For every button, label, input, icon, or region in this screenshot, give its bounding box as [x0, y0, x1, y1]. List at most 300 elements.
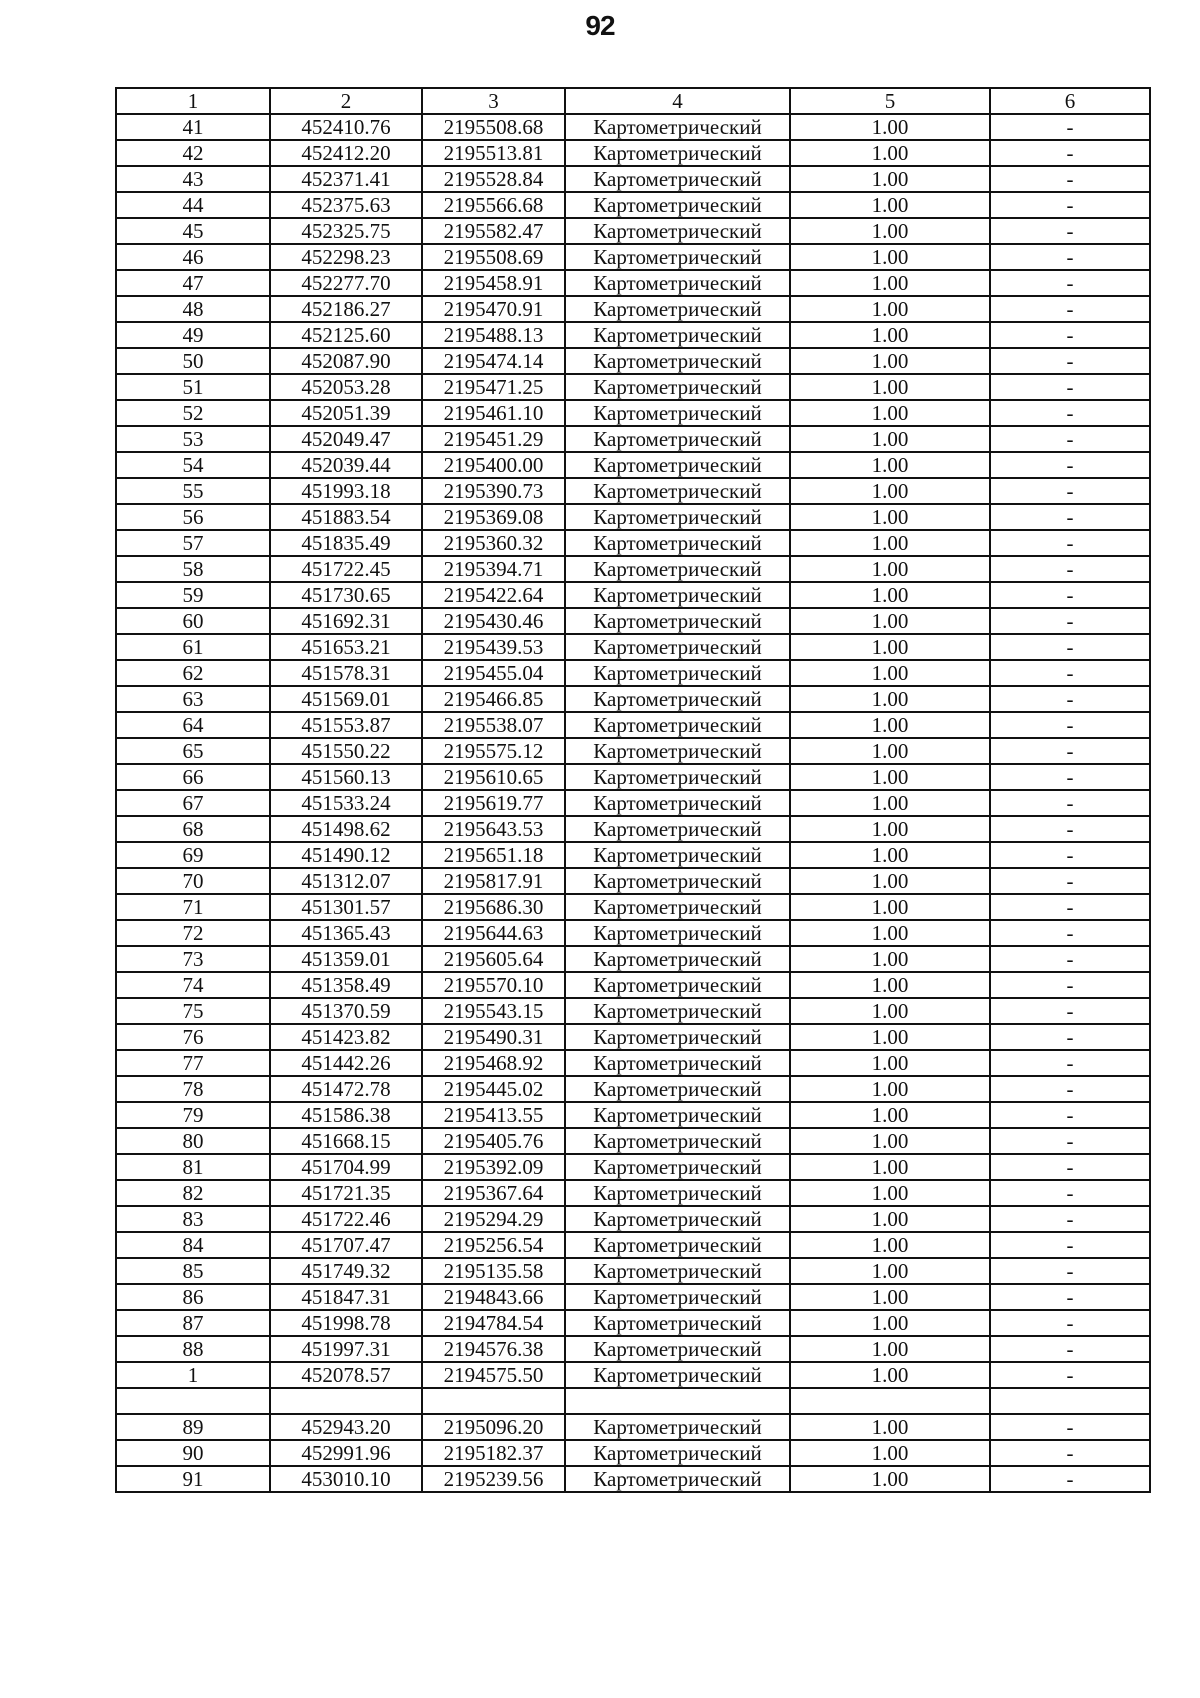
note-cell: - [990, 1414, 1150, 1440]
point-number-cell: 90 [116, 1440, 270, 1466]
accuracy-cell: 1.00 [790, 764, 990, 790]
table-row [116, 504, 1150, 530]
note-cell: - [990, 790, 1150, 816]
note-cell: - [990, 218, 1150, 244]
y-coordinate-cell: 2195543.15 [422, 998, 565, 1024]
point-number-cell: 58 [116, 556, 270, 582]
point-number-cell: 56 [116, 504, 270, 530]
point-number-cell: 76 [116, 1024, 270, 1050]
column-header-3: 3 [422, 88, 565, 114]
table-header-row [116, 88, 1150, 114]
y-coordinate-cell: 2195468.92 [422, 1050, 565, 1076]
x-coordinate-cell: 451707.47 [270, 1232, 422, 1258]
accuracy-cell: 1.00 [790, 1414, 990, 1440]
x-coordinate-cell: 452371.41 [270, 166, 422, 192]
method-cell: Картометрический [565, 374, 790, 400]
y-coordinate-cell: 2195096.20 [422, 1414, 565, 1440]
table-row [116, 1284, 1150, 1310]
y-coordinate-cell: 2195466.85 [422, 686, 565, 712]
y-coordinate-cell: 2195390.73 [422, 478, 565, 504]
accuracy-cell: 1.00 [790, 1206, 990, 1232]
table-row [116, 556, 1150, 582]
note-cell: - [990, 140, 1150, 166]
accuracy-cell: 1.00 [790, 686, 990, 712]
accuracy-cell: 1.00 [790, 1232, 990, 1258]
note-cell: - [990, 1102, 1150, 1128]
y-coordinate-cell: 2195135.58 [422, 1258, 565, 1284]
point-number-cell: 46 [116, 244, 270, 270]
method-cell: Картометрический [565, 738, 790, 764]
x-coordinate-cell: 451749.32 [270, 1258, 422, 1284]
y-coordinate-cell: 2195508.68 [422, 114, 565, 140]
y-coordinate-cell: 2195294.29 [422, 1206, 565, 1232]
point-number-cell: 75 [116, 998, 270, 1024]
note-cell: - [990, 244, 1150, 270]
note-cell: - [990, 972, 1150, 998]
point-number-cell: 62 [116, 660, 270, 686]
point-number-cell: 55 [116, 478, 270, 504]
accuracy-cell: 1.00 [790, 1076, 990, 1102]
note-cell: - [990, 868, 1150, 894]
method-cell: Картометрический [565, 686, 790, 712]
point-number-cell: 47 [116, 270, 270, 296]
table-row [116, 1414, 1150, 1440]
x-coordinate-cell: 451550.22 [270, 738, 422, 764]
note-cell: - [990, 1206, 1150, 1232]
note-cell: - [990, 1258, 1150, 1284]
note-cell: - [990, 1050, 1150, 1076]
method-cell: Картометрический [565, 582, 790, 608]
point-number-cell: 57 [116, 530, 270, 556]
table-row [116, 842, 1150, 868]
y-coordinate-cell: 2195430.46 [422, 608, 565, 634]
accuracy-cell: 1.00 [790, 660, 990, 686]
accuracy-cell: 1.00 [790, 1284, 990, 1310]
y-coordinate-cell: 2195605.64 [422, 946, 565, 972]
accuracy-cell: 1.00 [790, 1180, 990, 1206]
point-number-cell: 49 [116, 322, 270, 348]
x-coordinate-cell: 452053.28 [270, 374, 422, 400]
method-cell: Картометрический [565, 972, 790, 998]
x-coordinate-cell: 451490.12 [270, 842, 422, 868]
x-coordinate-cell: 451312.07 [270, 868, 422, 894]
method-cell: Картометрический [565, 400, 790, 426]
x-coordinate-cell: 452277.70 [270, 270, 422, 296]
accuracy-cell: 1.00 [790, 1128, 990, 1154]
point-number-cell: 85 [116, 1258, 270, 1284]
accuracy-cell: 1.00 [790, 374, 990, 400]
note-cell: - [990, 1180, 1150, 1206]
point-number-cell: 89 [116, 1414, 270, 1440]
point-number-cell: 54 [116, 452, 270, 478]
y-coordinate-cell: 2195451.29 [422, 426, 565, 452]
column-header-4: 4 [565, 88, 790, 114]
point-number-cell: 41 [116, 114, 270, 140]
y-coordinate-cell: 2195422.64 [422, 582, 565, 608]
accuracy-cell: 1.00 [790, 530, 990, 556]
note-cell: - [990, 322, 1150, 348]
table-row [116, 244, 1150, 270]
point-number-cell: 60 [116, 608, 270, 634]
table-row [116, 1128, 1150, 1154]
accuracy-cell: 1.00 [790, 322, 990, 348]
method-cell: Картометрический [565, 1050, 790, 1076]
note-cell: - [990, 608, 1150, 634]
table-row [116, 712, 1150, 738]
column-header-2: 2 [270, 88, 422, 114]
method-cell: Картометрический [565, 530, 790, 556]
y-coordinate-cell: 2194575.50 [422, 1362, 565, 1388]
note-cell: - [990, 634, 1150, 660]
point-number-cell: 74 [116, 972, 270, 998]
x-coordinate-cell: 451704.99 [270, 1154, 422, 1180]
y-coordinate-cell: 2195528.84 [422, 166, 565, 192]
y-coordinate-cell: 2195256.54 [422, 1232, 565, 1258]
point-number-cell: 45 [116, 218, 270, 244]
method-cell [565, 1388, 790, 1414]
accuracy-cell: 1.00 [790, 634, 990, 660]
y-coordinate-cell: 2195439.53 [422, 634, 565, 660]
table-row [116, 660, 1150, 686]
table-row [116, 998, 1150, 1024]
x-coordinate-cell: 451730.65 [270, 582, 422, 608]
note-cell: - [990, 1440, 1150, 1466]
table-row [116, 1154, 1150, 1180]
note-cell: - [990, 504, 1150, 530]
y-coordinate-cell: 2195508.69 [422, 244, 565, 270]
point-number-cell: 65 [116, 738, 270, 764]
y-coordinate-cell: 2195182.37 [422, 1440, 565, 1466]
note-cell: - [990, 400, 1150, 426]
table-row [116, 634, 1150, 660]
method-cell: Картометрический [565, 1362, 790, 1388]
point-number-cell: 43 [116, 166, 270, 192]
method-cell: Картометрический [565, 1024, 790, 1050]
method-cell: Картометрический [565, 1206, 790, 1232]
x-coordinate-cell: 451359.01 [270, 946, 422, 972]
note-cell: - [990, 1024, 1150, 1050]
accuracy-cell: 1.00 [790, 1024, 990, 1050]
method-cell: Картометрический [565, 322, 790, 348]
point-number-cell: 63 [116, 686, 270, 712]
y-coordinate-cell: 2195651.18 [422, 842, 565, 868]
y-coordinate-cell: 2195488.13 [422, 322, 565, 348]
y-coordinate-cell: 2195619.77 [422, 790, 565, 816]
method-cell: Картометрический [565, 1310, 790, 1336]
table-row [116, 1440, 1150, 1466]
x-coordinate-cell: 451883.54 [270, 504, 422, 530]
note-cell: - [990, 660, 1150, 686]
accuracy-cell: 1.00 [790, 452, 990, 478]
y-coordinate-cell: 2194784.54 [422, 1310, 565, 1336]
x-coordinate-cell: 451993.18 [270, 478, 422, 504]
method-cell: Картометрический [565, 1414, 790, 1440]
y-coordinate-cell: 2195474.14 [422, 348, 565, 374]
point-number-cell: 80 [116, 1128, 270, 1154]
accuracy-cell: 1.00 [790, 1466, 990, 1492]
point-number-cell: 42 [116, 140, 270, 166]
table-row [116, 218, 1150, 244]
method-cell: Картометрический [565, 634, 790, 660]
method-cell: Картометрический [565, 660, 790, 686]
accuracy-cell: 1.00 [790, 166, 990, 192]
point-number-cell: 51 [116, 374, 270, 400]
x-coordinate-cell: 452943.20 [270, 1414, 422, 1440]
point-number-cell: 44 [116, 192, 270, 218]
table-row [116, 1466, 1150, 1492]
accuracy-cell: 1.00 [790, 738, 990, 764]
accuracy-cell: 1.00 [790, 1102, 990, 1128]
point-number-cell: 91 [116, 1466, 270, 1492]
point-number-cell: 84 [116, 1232, 270, 1258]
table-row [116, 764, 1150, 790]
note-cell: - [990, 530, 1150, 556]
accuracy-cell: 1.00 [790, 712, 990, 738]
method-cell: Картометрический [565, 452, 790, 478]
x-coordinate-cell: 452186.27 [270, 296, 422, 322]
x-coordinate-cell: 451847.31 [270, 1284, 422, 1310]
x-coordinate-cell: 451578.31 [270, 660, 422, 686]
y-coordinate-cell: 2195455.04 [422, 660, 565, 686]
note-cell: - [990, 192, 1150, 218]
accuracy-cell: 1.00 [790, 868, 990, 894]
table-row [116, 920, 1150, 946]
note-cell: - [990, 114, 1150, 140]
note-cell: - [990, 296, 1150, 322]
accuracy-cell: 1.00 [790, 1362, 990, 1388]
accuracy-cell: 1.00 [790, 1258, 990, 1284]
y-coordinate-cell: 2195644.63 [422, 920, 565, 946]
note-cell: - [990, 1232, 1150, 1258]
note-cell: - [990, 426, 1150, 452]
table-row [116, 1232, 1150, 1258]
point-number-cell: 79 [116, 1102, 270, 1128]
y-coordinate-cell: 2195582.47 [422, 218, 565, 244]
y-coordinate-cell: 2195643.53 [422, 816, 565, 842]
x-coordinate-cell: 451692.31 [270, 608, 422, 634]
note-cell: - [990, 582, 1150, 608]
y-coordinate-cell: 2195471.25 [422, 374, 565, 400]
note-cell: - [990, 816, 1150, 842]
note-cell: - [990, 1310, 1150, 1336]
y-coordinate-cell: 2195470.91 [422, 296, 565, 322]
accuracy-cell: 1.00 [790, 816, 990, 842]
accuracy-cell: 1.00 [790, 218, 990, 244]
y-coordinate-cell: 2195360.32 [422, 530, 565, 556]
accuracy-cell: 1.00 [790, 400, 990, 426]
x-coordinate-cell: 452298.23 [270, 244, 422, 270]
x-coordinate-cell: 451560.13 [270, 764, 422, 790]
column-header-5: 5 [790, 88, 990, 114]
table-row [116, 1310, 1150, 1336]
note-cell: - [990, 452, 1150, 478]
note-cell: - [990, 1076, 1150, 1102]
table-row [116, 816, 1150, 842]
x-coordinate-cell: 451998.78 [270, 1310, 422, 1336]
x-coordinate-cell: 452125.60 [270, 322, 422, 348]
table-row [116, 790, 1150, 816]
point-number-cell: 68 [116, 816, 270, 842]
y-coordinate-cell: 2195686.30 [422, 894, 565, 920]
x-coordinate-cell: 452991.96 [270, 1440, 422, 1466]
accuracy-cell: 1.00 [790, 114, 990, 140]
y-coordinate-cell: 2195458.91 [422, 270, 565, 296]
table-row [116, 1206, 1150, 1232]
note-cell: - [990, 556, 1150, 582]
point-number-cell: 86 [116, 1284, 270, 1310]
x-coordinate-cell: 452049.47 [270, 426, 422, 452]
point-number-cell: 69 [116, 842, 270, 868]
method-cell: Картометрический [565, 218, 790, 244]
method-cell: Картометрический [565, 1180, 790, 1206]
method-cell: Картометрический [565, 270, 790, 296]
x-coordinate-cell: 451498.62 [270, 816, 422, 842]
point-number-cell: 50 [116, 348, 270, 374]
method-cell: Картометрический [565, 1128, 790, 1154]
x-coordinate-cell: 451472.78 [270, 1076, 422, 1102]
note-cell: - [990, 712, 1150, 738]
y-coordinate-cell: 2195405.76 [422, 1128, 565, 1154]
note-cell: - [990, 842, 1150, 868]
x-coordinate-cell: 451722.46 [270, 1206, 422, 1232]
coordinates-table [115, 87, 1151, 1493]
note-cell: - [990, 764, 1150, 790]
point-number-cell: 64 [116, 712, 270, 738]
note-cell: - [990, 166, 1150, 192]
x-coordinate-cell: 452412.20 [270, 140, 422, 166]
note-cell: - [990, 1336, 1150, 1362]
point-number-cell: 81 [116, 1154, 270, 1180]
x-coordinate-cell: 451423.82 [270, 1024, 422, 1050]
point-number-cell: 70 [116, 868, 270, 894]
point-number-cell: 88 [116, 1336, 270, 1362]
note-cell: - [990, 920, 1150, 946]
note-cell: - [990, 1128, 1150, 1154]
point-number-cell: 78 [116, 1076, 270, 1102]
method-cell: Картометрический [565, 1440, 790, 1466]
x-coordinate-cell: 451301.57 [270, 894, 422, 920]
point-number-cell [116, 1388, 270, 1414]
method-cell: Картометрический [565, 764, 790, 790]
x-coordinate-cell: 451358.49 [270, 972, 422, 998]
method-cell: Картометрический [565, 114, 790, 140]
table-row [116, 478, 1150, 504]
x-coordinate-cell: 451586.38 [270, 1102, 422, 1128]
table-row [116, 426, 1150, 452]
y-coordinate-cell: 2195513.81 [422, 140, 565, 166]
x-coordinate-cell: 451553.87 [270, 712, 422, 738]
y-coordinate-cell: 2195461.10 [422, 400, 565, 426]
method-cell: Картометрический [565, 1336, 790, 1362]
accuracy-cell: 1.00 [790, 244, 990, 270]
method-cell: Картометрический [565, 166, 790, 192]
method-cell: Картометрический [565, 556, 790, 582]
accuracy-cell: 1.00 [790, 270, 990, 296]
method-cell: Картометрический [565, 426, 790, 452]
method-cell: Картометрический [565, 1466, 790, 1492]
table-row [116, 582, 1150, 608]
note-cell: - [990, 1362, 1150, 1388]
table-row [116, 1258, 1150, 1284]
table-row [116, 322, 1150, 348]
table-row [116, 738, 1150, 764]
y-coordinate-cell: 2195392.09 [422, 1154, 565, 1180]
table-row [116, 166, 1150, 192]
table-row [116, 894, 1150, 920]
y-coordinate-cell: 2195817.91 [422, 868, 565, 894]
table-row [116, 452, 1150, 478]
method-cell: Картометрический [565, 894, 790, 920]
method-cell: Картометрический [565, 946, 790, 972]
x-coordinate-cell: 452410.76 [270, 114, 422, 140]
method-cell: Картометрический [565, 712, 790, 738]
note-cell: - [990, 1284, 1150, 1310]
table-row [116, 972, 1150, 998]
method-cell: Картометрический [565, 140, 790, 166]
note-cell: - [990, 1154, 1150, 1180]
x-coordinate-cell: 452087.90 [270, 348, 422, 374]
page-number: 92 [585, 10, 615, 41]
x-coordinate-cell: 451370.59 [270, 998, 422, 1024]
x-coordinate-cell: 451533.24 [270, 790, 422, 816]
method-cell: Картометрический [565, 478, 790, 504]
table-row [116, 270, 1150, 296]
accuracy-cell: 1.00 [790, 972, 990, 998]
x-coordinate-cell: 451442.26 [270, 1050, 422, 1076]
method-cell: Картометрический [565, 296, 790, 322]
table-row [116, 296, 1150, 322]
table-row [116, 1362, 1150, 1388]
table-row [116, 374, 1150, 400]
accuracy-cell: 1.00 [790, 894, 990, 920]
table-row [116, 1024, 1150, 1050]
point-number-cell: 1 [116, 1362, 270, 1388]
table-row [116, 530, 1150, 556]
x-coordinate-cell: 451668.15 [270, 1128, 422, 1154]
accuracy-cell: 1.00 [790, 608, 990, 634]
table-row [116, 1076, 1150, 1102]
point-number-cell: 61 [116, 634, 270, 660]
method-cell: Картометрический [565, 1076, 790, 1102]
y-coordinate-cell: 2195610.65 [422, 764, 565, 790]
method-cell: Картометрический [565, 816, 790, 842]
note-cell [990, 1388, 1150, 1414]
accuracy-cell: 1.00 [790, 1440, 990, 1466]
point-number-cell: 52 [116, 400, 270, 426]
y-coordinate-cell: 2195445.02 [422, 1076, 565, 1102]
point-number-cell: 82 [116, 1180, 270, 1206]
blank-row [116, 1388, 1150, 1414]
note-cell: - [990, 894, 1150, 920]
table-body [116, 114, 1150, 1492]
accuracy-cell: 1.00 [790, 348, 990, 374]
x-coordinate-cell: 452039.44 [270, 452, 422, 478]
table-row [116, 400, 1150, 426]
note-cell: - [990, 1466, 1150, 1492]
accuracy-cell: 1.00 [790, 998, 990, 1024]
x-coordinate-cell: 451653.21 [270, 634, 422, 660]
x-coordinate-cell: 452051.39 [270, 400, 422, 426]
x-coordinate-cell: 451722.45 [270, 556, 422, 582]
table-row [116, 1050, 1150, 1076]
accuracy-cell: 1.00 [790, 946, 990, 972]
y-coordinate-cell: 2195538.07 [422, 712, 565, 738]
accuracy-cell: 1.00 [790, 140, 990, 166]
y-coordinate-cell: 2194576.38 [422, 1336, 565, 1362]
method-cell: Картометрический [565, 1154, 790, 1180]
accuracy-cell: 1.00 [790, 1154, 990, 1180]
table-row [116, 1336, 1150, 1362]
